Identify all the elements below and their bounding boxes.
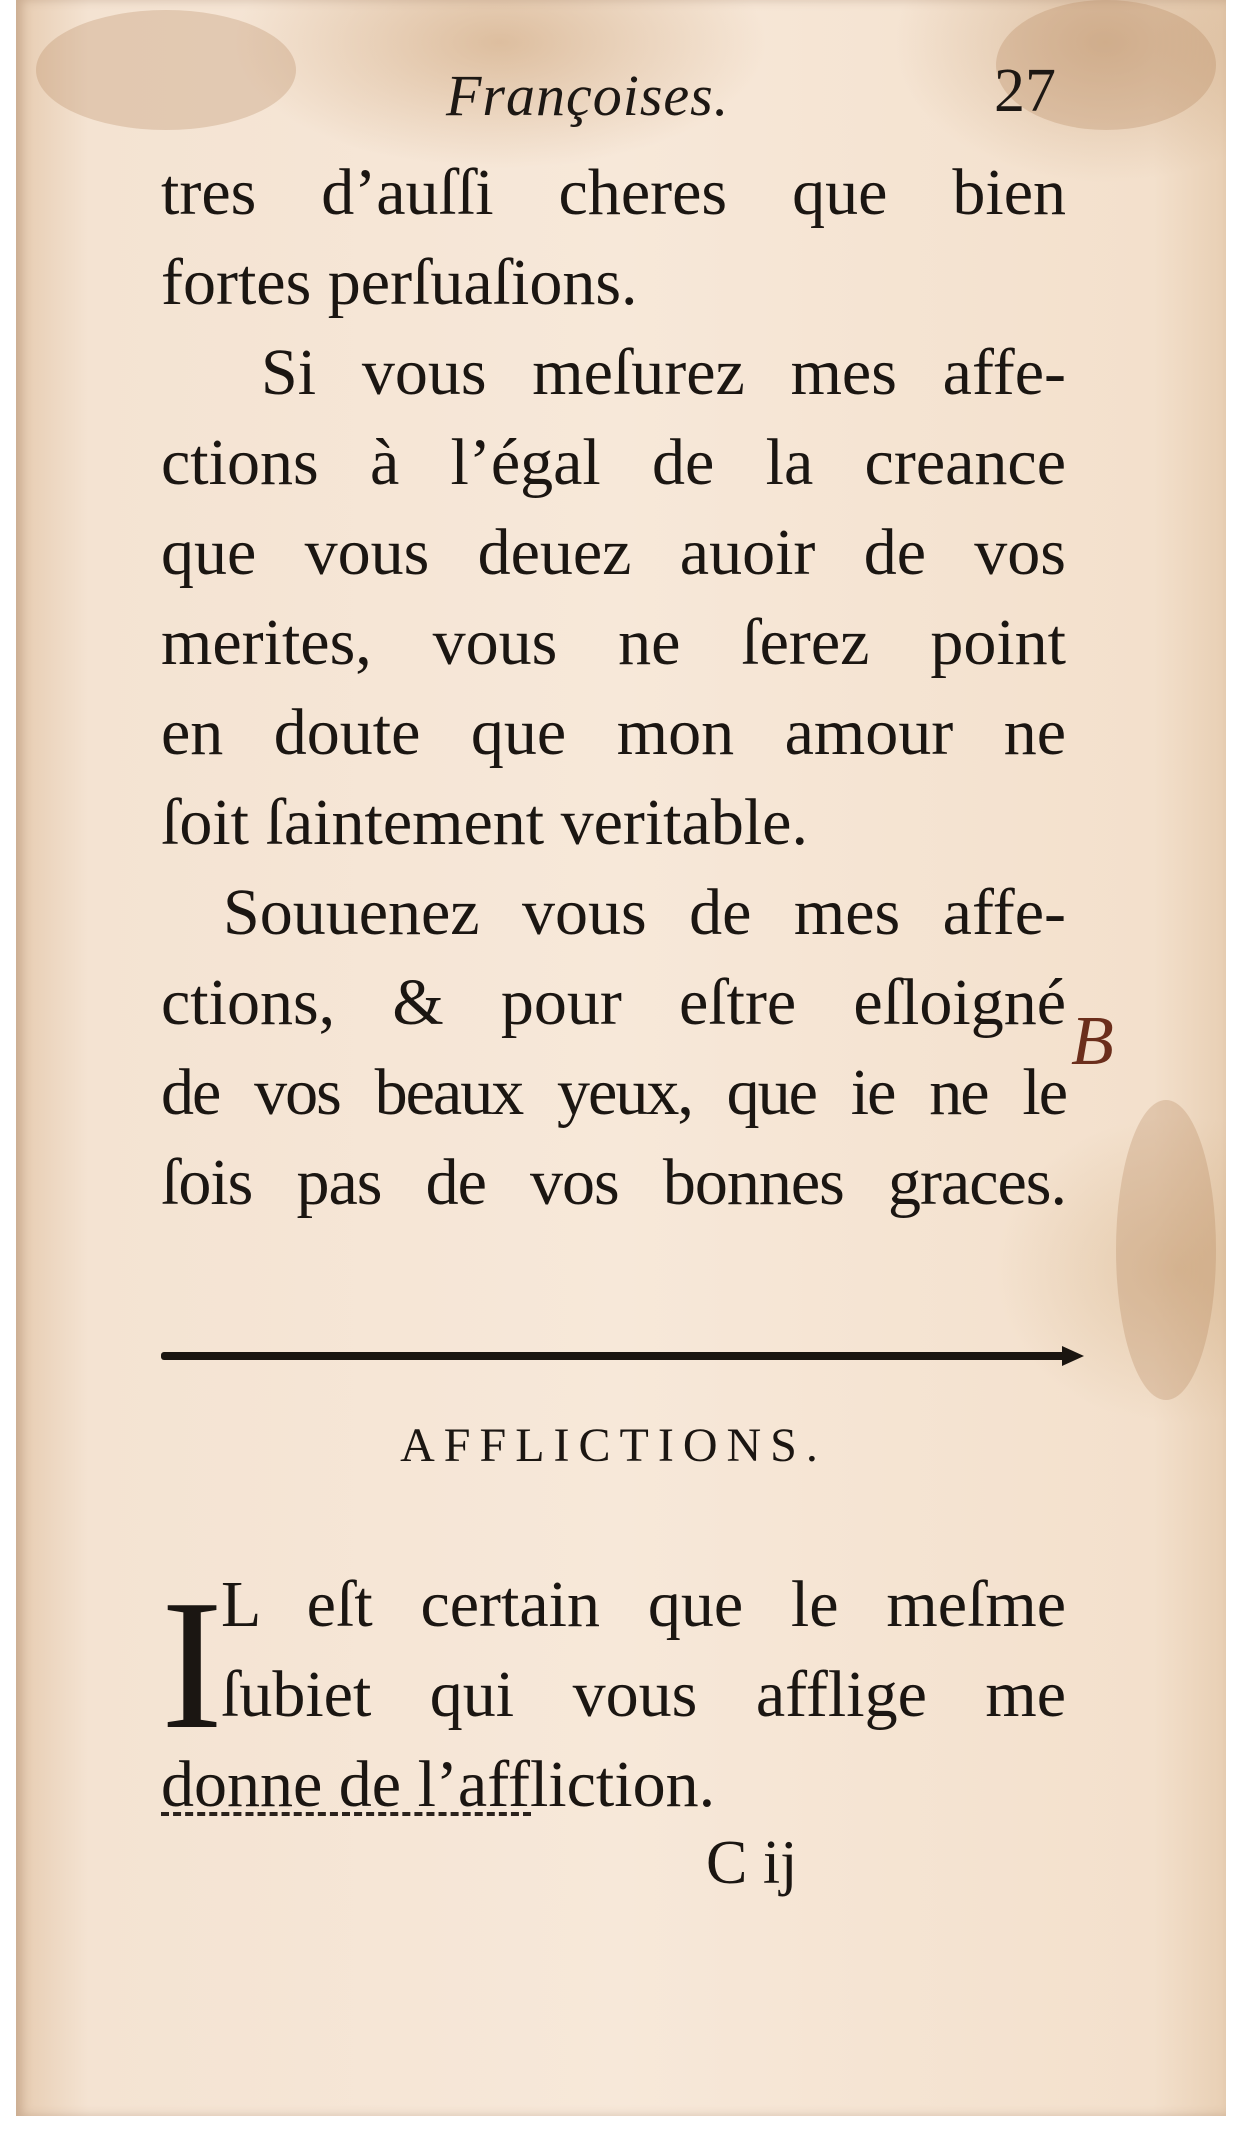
page-number: 27 [994, 57, 1056, 125]
section-heading: AFFLICTIONS. [400, 1419, 827, 1472]
text-line: que vous deuez auoir de vos [161, 516, 1066, 589]
text-line: fortes perſuaſions. [161, 246, 638, 319]
dotted-rule [161, 1812, 531, 1816]
text-line: ſois pas de vos bonnes graces. [161, 1146, 1066, 1219]
text-line: en doute que mon amour ne [161, 696, 1066, 769]
text-line: L eſt certain que le meſme [221, 1568, 1066, 1641]
text-line: ctions, & pour eſtre eſloigné [161, 966, 1066, 1039]
text-line: Souuenez vous de mes affe- [223, 876, 1066, 949]
text-line: ſoit ſaintement veritable. [161, 786, 808, 859]
catchword: C ij [706, 1829, 798, 1897]
text-line: merites, vous ne ſerez point [161, 606, 1066, 679]
stain [36, 10, 296, 130]
book-page [16, 0, 1226, 2116]
text-line: donne de l’affliction. [161, 1748, 716, 1821]
text-line: de vos beaux yeux, que ie ne le [161, 1056, 1066, 1129]
drop-cap: I [161, 1562, 223, 1768]
text-line: tres d’auſſi cheres que bien [161, 156, 1066, 229]
text-line: ſubiet qui vous afflige me [221, 1658, 1066, 1731]
section-divider [161, 1352, 1066, 1360]
text-line: ctions à l’égal de la creance [161, 426, 1066, 499]
marginal-note: B [1071, 1003, 1114, 1080]
stain [1116, 1100, 1216, 1400]
text-line: Si vous meſurez mes affe- [261, 336, 1066, 409]
running-head: Françoises. [446, 63, 730, 128]
